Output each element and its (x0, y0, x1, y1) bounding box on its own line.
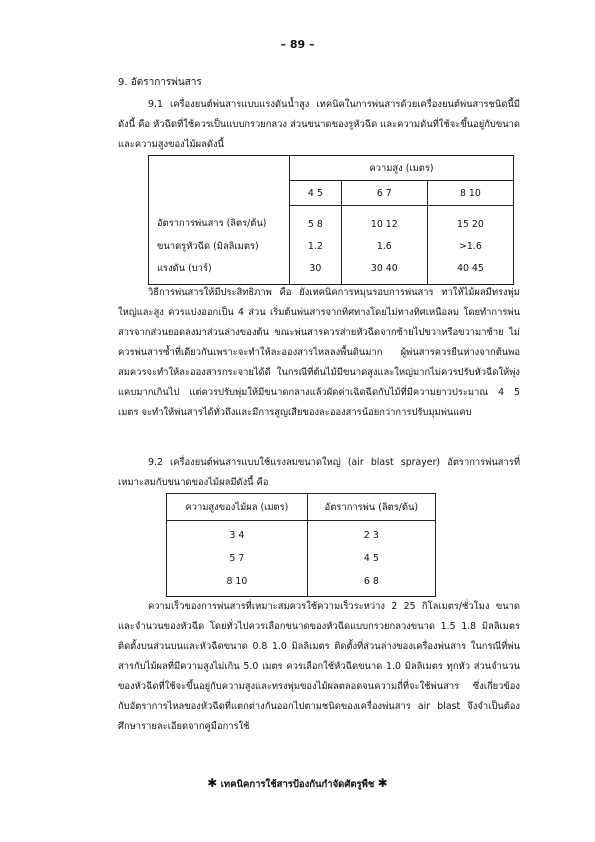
table-row (167, 570, 436, 597)
table-row (149, 257, 514, 285)
table-cell: >1.6 (427, 235, 513, 257)
table-cell: 1.2 (290, 235, 342, 257)
table-cell: 1.6 (341, 235, 427, 257)
table-cell: 3 4 (167, 521, 308, 548)
column-header: 8 10 (427, 181, 513, 206)
table-cell: 4 5 (307, 547, 435, 570)
column-header: 4 5 (290, 181, 342, 206)
row-label: ขนาดรูหัวฉีด (มิลลิเมตร) (149, 235, 290, 257)
page-number: – 89 – (280, 38, 315, 51)
page-footer (0, 776, 595, 792)
table-cell: 6 8 (307, 570, 435, 597)
table-cell: 5 7 (167, 547, 308, 570)
column-header: อัตราการพ่น (ลิตร/ต้น) (307, 494, 435, 521)
table-cell: 30 40 (341, 257, 427, 285)
table-cell: 30 (290, 257, 342, 285)
spray-rate-table-air-blast (166, 493, 436, 597)
table-cell: 15 20 (427, 206, 513, 236)
column-header: 6 7 (341, 181, 427, 206)
table-row (167, 547, 436, 570)
table-cell: 2 3 (307, 521, 435, 548)
table-cell: 5 8 (290, 206, 342, 236)
section-heading: 9. อัตราการพ่นสาร (118, 77, 202, 88)
table-cell: 40 45 (427, 257, 513, 285)
star-icon: ✱ (207, 776, 218, 790)
column-header: ความสูงของไม้ผล (เมตร) (167, 494, 308, 521)
paragraph-9-2: 9.2 เครื่องยนต์พ่นสารแบบใช้แรงลมขนาดใหญ่ (air blast sprayer) อัตราการพ่นสารที่เหมาะสมกับขนาดของไม้ผลมีดังนี้ คือ (118, 457, 520, 488)
star-icon: ✱ (377, 776, 388, 790)
table-corner-cell (149, 156, 290, 206)
spray-rate-table-high-pressure (148, 155, 514, 285)
table-row (167, 521, 436, 548)
row-label: อัตราการพ่นสาร (ลิตร/ต้น) (149, 206, 290, 236)
table-cell: 8 10 (167, 570, 308, 597)
paragraph-9-1: 9.1 เครื่องยนต์พ่นสารแบบแรงดันน้ำสูง เทคนิคในการพ่นสารด้วยเครื่องยนต์พ่นสารชนิดนี้มีดังนี้ คือ หัวฉีดที่ใช้ควรเป็นแบบกรวยกลวง ส่วนขนาดของรูหัวฉีด และความดันที่ใช้จะขึ้นอยู่กับขนาดและความสูงของไม้ผลดังนี้ (118, 99, 520, 150)
table-row (149, 206, 514, 236)
height-group-header: ความสูง (เมตร) (290, 156, 514, 181)
table-cell: 10 12 (341, 206, 427, 236)
table-row (149, 235, 514, 257)
paragraph-spray-speed: ความเร็วของการพ่นสารที่เหมาะสมควรใช้ความเร็วระหว่าง 2 25 กิโลเมตร/ชั่วโมง ขนาดและจำนวนของหัวฉีด โดยทั่วไปควรเลือกขนาดของหัวฉีดแบบกรวยกลวงขนาด 1.5 1.8 มิลลิเมตร ติดตั้งบนส่วนบนและหัวฉีดขนาด 0.8 1.0 มิลลิเมตร ติดตั้งที่ส่วนล่างของเครื่องพ่นสาร ในกรณีที่พ่นสารกับไม้ผลที่มีความสูงไม่เกิน 5.0 เมตร ควรเลือกใช้หัวฉีดขนาด 1.0 มิลลิเมตร ทุกหัว ส่วนจำนวนของหัวฉีดที่ใช้จะขึ้นอยู่กับความสูงและทรงพุ่มของไม้ผลตลอดจนความถี่ที่จะใช้พ่นสาร ซึ่งเกี่ยวข้องกับอัตราการไหลของหัวฉีดที่แตกต่างกันออกไปตามชนิดของเครื่องพ่นสาร air blast จึงจำเป็นต้องศึกษารายละเอียดจากคู่มือการใช้ (118, 601, 520, 732)
paragraph-spray-method: วิธีการพ่นสารให้มีประสิทธิภาพ คือ ยังเทคนิคการหมุนรอบการพ่นสาร ทาให้ไม้ผลมีทรงพุ่มใหญ่และสูง ควรแบ่งออกเป็น 4 ส่วน เริ่มต้นพ่นสารจากทิศทางโดยไม่ทางทิศเหนือลม โดยทำการพ่นสารจากส่วนยอดลงมาส่วนล่างของต้น ขณะพ่นสารควรส่ายหัวฉีดจากซ้ายไปขวาหรือขวามาซ้าย ไม่ควรพ่นสารซ้ำที่เดียวกันเพราะจะทำให้ละอองสารไหลลงพื้นดินมาก ผู้พ่นสารควรยืนห่างจากต้นพอสมควรจะทำให้ละอองสารกระจายได้ดี ในกรณีที่ต้นไม้มีขนาดสูงและใหญ่มากไม่ควรปรับหัวฉีดให้พุ่งแคบมากเกินไป แต่ควรปรับพุ่มให้มีขนาดกลางแล้วผัดค่าเฉิดฉีดกับไม้ที่มีความยาวประมาณ 4 5 เมตร จะทำให้พ่นสารได้ทั่วถึงและมีการสูญเสียของละอองสารน้อยกว่าการปรับมุมพ่นแคบ (118, 287, 520, 418)
table-header-row (149, 156, 514, 181)
footer-text: เทคนิคการใช้สารป้องกันกำจัดศัตรูพืช (220, 779, 375, 790)
row-label: แรงดัน (บาร์) (149, 257, 290, 285)
table-header-row (167, 494, 436, 521)
